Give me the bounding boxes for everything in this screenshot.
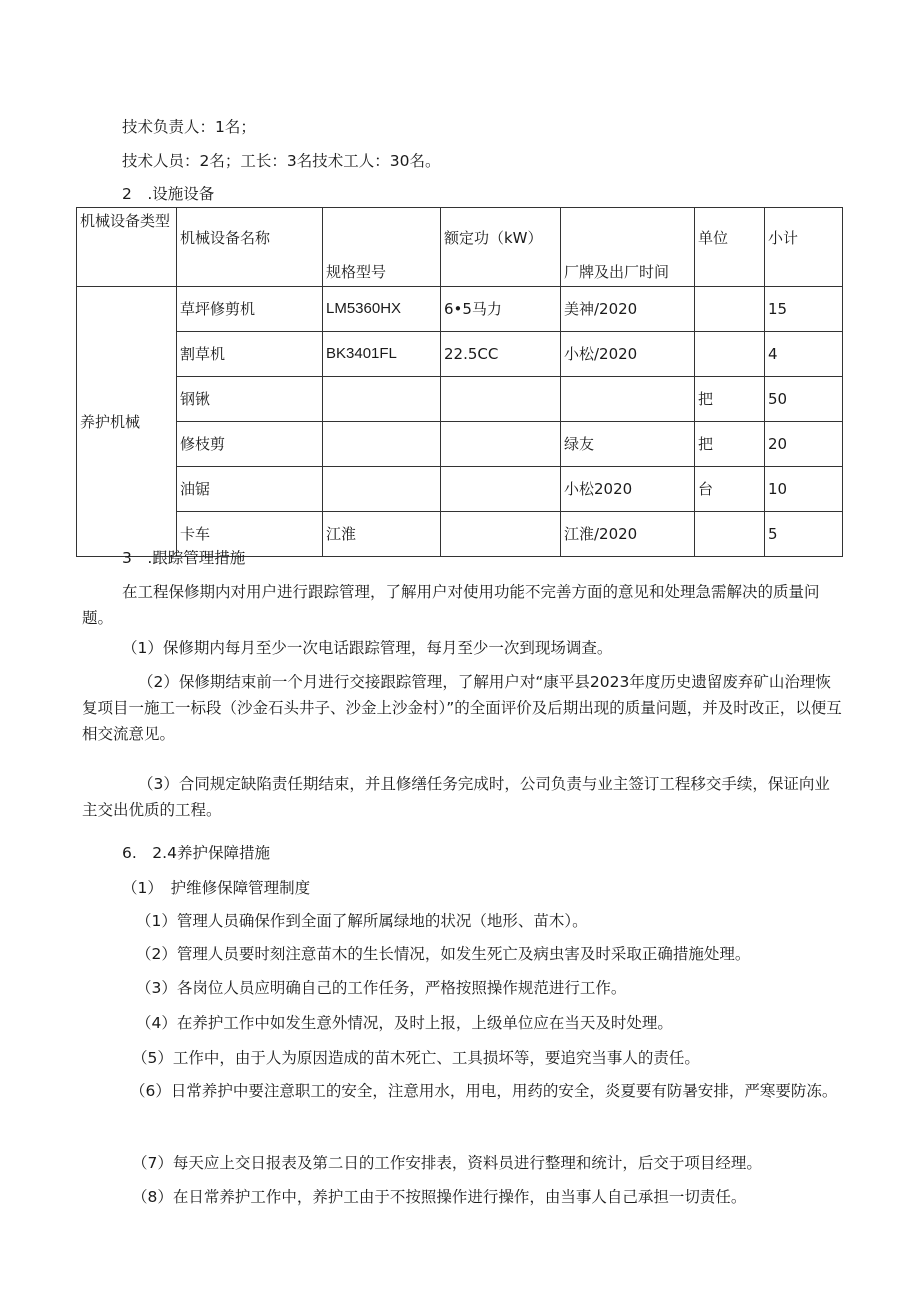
cell-count: 50 — [765, 377, 843, 422]
cell-brand: 江淮/2020 — [561, 512, 695, 557]
cell-spec — [323, 377, 441, 422]
section-3-intro: 在工程保修期内对用户进行跟踪管理，了解用户对使用功能不完善方面的意见和处理急需解决的质量问题。 — [82, 583, 820, 627]
cell-count: 5 — [765, 512, 843, 557]
rule-item-3: （3）各岗位人员应明确自己的工作任务，严格按照操作规范进行工作。 — [136, 979, 627, 997]
cell-brand — [561, 377, 695, 422]
cell-count: 10 — [765, 467, 843, 512]
header-name: 机械设备名称 — [177, 208, 323, 287]
cell-count: 4 — [765, 332, 843, 377]
cell-power: 22.5CC — [441, 332, 561, 377]
rule-item-4: （4）在养护工作中如发生意外情况，及时上报，上级单位应在当天及时处理。 — [136, 1014, 673, 1032]
cell-name: 钢锹 — [177, 377, 323, 422]
cell-spec: LM5360HX — [323, 287, 441, 332]
cell-power: 6•5马力 — [441, 287, 561, 332]
section-2-title: 2 .设施设备 — [122, 185, 215, 203]
rule-item-6: （6）日常养护中要注意职工的安全，注意用水，用电，用药的安全，炎夏要有防暑安排，严寒要防冻。 — [130, 1082, 838, 1100]
cell-power — [441, 377, 561, 422]
cell-spec — [323, 422, 441, 467]
equipment-table — [76, 207, 843, 557]
section-3-title: 3 .跟踪管理措施 — [122, 549, 246, 567]
cell-unit: 把 — [695, 422, 765, 467]
cell-name: 草坪修剪机 — [177, 287, 323, 332]
cell-unit — [695, 287, 765, 332]
staff-line-2: 技术人员：2名；工长：3名技术工人：30名。 — [122, 152, 441, 170]
staff-line-1: 技术负责人：1名； — [122, 118, 256, 136]
section-3-item-3: （3）合同规定缺陷责任期结束，并且修缮任务完成时，公司负责与业主签订工程移交手续，保证向业主交出优质的工程。 — [82, 775, 830, 819]
cell-spec: BK3401FL — [323, 332, 441, 377]
cell-name: 修枝剪 — [177, 422, 323, 467]
cell-power — [441, 467, 561, 512]
rule-item-8: （8）在日常养护工作中，养护工由于不按照操作进行操作，由当事人自己承担一切责任。 — [132, 1188, 747, 1206]
cell-name: 油锯 — [177, 467, 323, 512]
section-4-subtitle: （1） 护维修保障管理制度 — [122, 879, 311, 897]
cell-brand: 小松/2020 — [561, 332, 695, 377]
cell-brand: 绿友 — [561, 422, 695, 467]
section-4-title: 6. 2.4养护保障措施 — [122, 844, 270, 862]
section-3-item-2: （2）保修期结束前一个月进行交接跟踪管理，了解用户对“康平县2023年度历史遗留废弃矿山治理恢复项目一施工一标段（沙金石头井子、沙金上沙金村）”的全面评价及后期出现的质量问题，并及时改正，以便互相交流意见。 — [82, 673, 842, 743]
cell-unit — [695, 332, 765, 377]
header-spec: 规格型号 — [323, 208, 441, 287]
table-row — [77, 332, 843, 377]
table-row — [77, 287, 843, 332]
table-header-row — [77, 208, 843, 287]
cell-name: 割草机 — [177, 332, 323, 377]
section-3-item-1: （1）保修期内每月至少一次电话跟踪管理，每月至少一次到现场调查。 — [122, 639, 613, 657]
header-brand: 厂牌及出厂时间 — [561, 208, 695, 287]
cell-name: 卡车 — [177, 512, 323, 557]
rule-item-5: （5）工作中，由于人为原因造成的苗木死亡、工具损坏等，要追究当事人的责任。 — [132, 1049, 700, 1067]
table-row — [77, 467, 843, 512]
header-type: 机械设备类型 — [77, 208, 177, 287]
cell-unit — [695, 512, 765, 557]
group-label: 养护机械 — [77, 287, 177, 557]
cell-power — [441, 422, 561, 467]
cell-unit: 台 — [695, 467, 765, 512]
header-unit: 单位 — [695, 208, 765, 287]
cell-spec — [323, 467, 441, 512]
cell-brand: 美神/2020 — [561, 287, 695, 332]
table-row — [77, 422, 843, 467]
rule-item-2: （2）管理人员要时刻注意苗木的生长情况，如发生死亡及病虫害及时采取正确措施处理。 — [136, 945, 751, 963]
rule-item-7: （7）每天应上交日报表及第二日的工作安排表，资料员进行整理和统计，后交于项目经理。 — [132, 1154, 762, 1172]
rule-item-1: （1）管理人员确保作到全面了解所属绿地的状况（地形、苗木）。 — [136, 912, 588, 930]
cell-power — [441, 512, 561, 557]
cell-spec: 江淮 — [323, 512, 441, 557]
cell-brand: 小松2020 — [561, 467, 695, 512]
cell-unit: 把 — [695, 377, 765, 422]
header-count: 小计 — [765, 208, 843, 287]
cell-count: 15 — [765, 287, 843, 332]
table-row — [77, 377, 843, 422]
header-power: 额定功（kW） — [441, 208, 561, 287]
cell-count: 20 — [765, 422, 843, 467]
